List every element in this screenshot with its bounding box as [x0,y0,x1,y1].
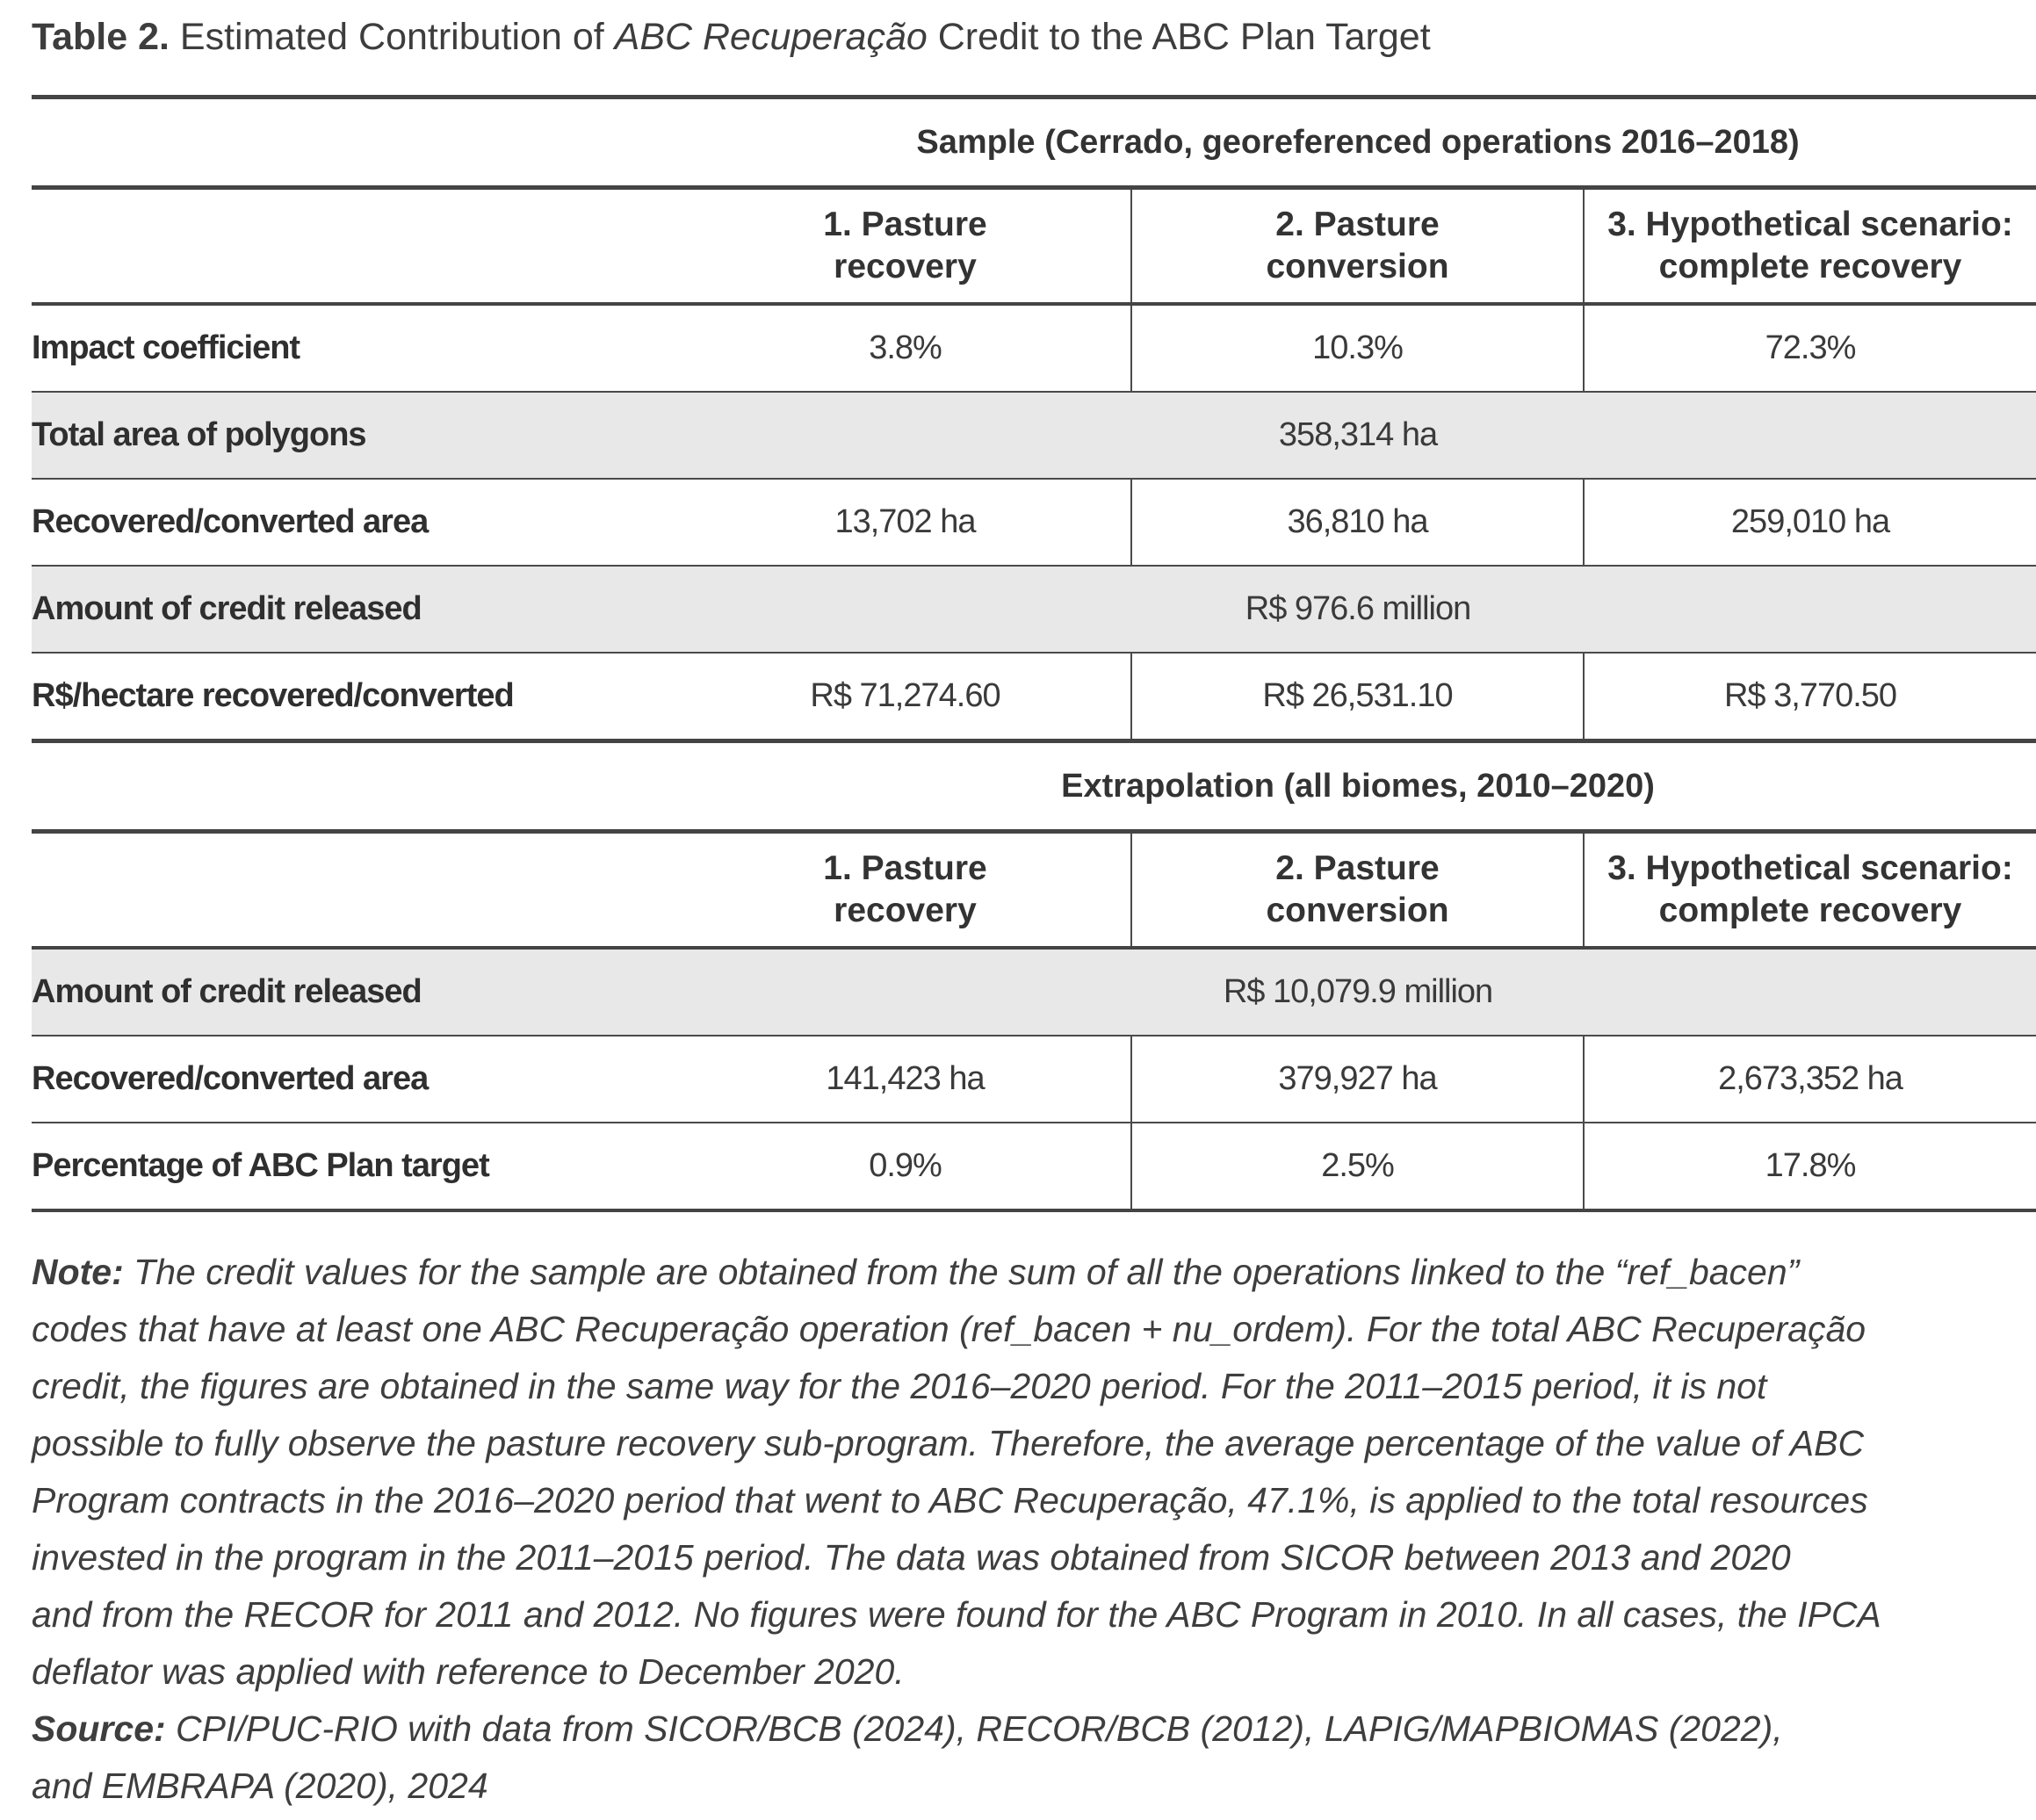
cell-value: R$ 3,770.50 [1584,653,2036,741]
row-label: Percentage of ABC Plan target [32,1123,680,1210]
note-line: deflator was applied with reference to December 2020. [32,1651,905,1692]
cell-value: 17.8% [1584,1123,2036,1210]
table-row [32,653,2036,741]
note-line: possible to fully observe the pasture recovery sub-program. Therefore, the average percentage of the value of ABC [32,1423,1865,1463]
row-label: Recovered/converted area [32,479,680,566]
table-notes [32,1244,1881,1815]
cell-value: 379,927 ha [1131,1036,1584,1123]
merged-cell-value: 358,314 ha [680,392,2036,479]
col-header-pasture-recovery: 1. Pasture recovery [680,832,1131,949]
note-line: and from the RECOR for 2011 and 2012. No figures were found for the ABC Program in 2010. In all cases, the IPCA [32,1594,1881,1635]
table-title [32,11,1431,63]
cell-value: 10.3% [1131,304,1584,392]
cell-value: R$ 26,531.10 [1131,653,1584,741]
note-line: Program contracts in the 2016–2020 period that went to ABC Recuperação, 47.1%, is applied to the total resources [32,1480,1868,1520]
col-header-pasture-conversion: 2. Pasture conversion [1131,188,1584,305]
cell-value: 3.8% [680,304,1131,392]
extrapolation-heading: Extrapolation (all biomes, 2010–2020) [680,741,2036,832]
source-line: and EMBRAPA (2020), 2024 [32,1766,488,1806]
source-label: Source: [32,1708,166,1749]
table-row [32,304,2036,392]
cell-value: 0.9% [680,1123,1131,1210]
note-line: credit, the figures are obtained in the same way for the 2016–2020 period. For the 2011–2015 period, it is not [32,1366,1767,1406]
table-row [32,392,2036,479]
title-text-italic: ABC Recuperação [614,16,928,58]
extrapolation-section-header [32,741,2036,832]
note-line: invested in the program in the 2011–2015 period. The data was obtained from SICOR between 2013 and 2020 [32,1537,1791,1578]
cell-value: 13,702 ha [680,479,1131,566]
cell-value: 72.3% [1584,304,2036,392]
cell-value: 2,673,352 ha [1584,1036,2036,1123]
sample-column-headers [32,188,2036,305]
col-header-hypothetical-scenario: 3. Hypothetical scenario: complete recovery [1584,832,2036,949]
title-text-before: Estimated Contribution of [169,16,615,58]
merged-cell-value: R$ 10,079.9 million [680,948,2036,1036]
table-row [32,1123,2036,1210]
row-label: Total area of polygons [32,392,680,479]
table-row [32,948,2036,1036]
sample-section-header [32,98,2036,188]
row-label: Amount of credit released [32,948,680,1036]
extrapolation-column-headers [32,832,2036,949]
note-line: Note: The credit values for the sample are obtained from the sum of all the operations linked to the “ref_bacen” [32,1252,1800,1292]
table-number: Table 2. [32,16,170,58]
contribution-table [32,95,2036,1212]
row-label: Impact coefficient [32,304,680,392]
note-label: Note: [32,1252,124,1292]
title-text-after: Credit to the ABC Plan Target [927,16,1431,58]
col-header-pasture-recovery: 1. Pasture recovery [680,188,1131,305]
cell-value: 259,010 ha [1584,479,2036,566]
source-line: Source: CPI/PUC-RIO with data from SICOR/BCB (2024), RECOR/BCB (2012), LAPIG/MAPBIOMAS (2022), [32,1708,1783,1749]
row-label: R$/hectare recovered/converted [32,653,680,741]
table-row [32,1036,2036,1123]
col-header-hypothetical-scenario: 3. Hypothetical scenario: complete recovery [1584,188,2036,305]
note-line: codes that have at least one ABC Recuperação operation (ref_bacen + nu_ordem). For the total ABC Recuperação [32,1309,1866,1349]
col-header-pasture-conversion: 2. Pasture conversion [1131,832,1584,949]
table-row [32,566,2036,653]
merged-cell-value: R$ 976.6 million [680,566,2036,653]
table-row [32,479,2036,566]
row-label: Recovered/converted area [32,1036,680,1123]
row-label: Amount of credit released [32,566,680,653]
cell-value: R$ 71,274.60 [680,653,1131,741]
cell-value: 2.5% [1131,1123,1584,1210]
cell-value: 141,423 ha [680,1036,1131,1123]
sample-heading: Sample (Cerrado, georeferenced operations 2016–2018) [680,98,2036,188]
cell-value: 36,810 ha [1131,479,1584,566]
